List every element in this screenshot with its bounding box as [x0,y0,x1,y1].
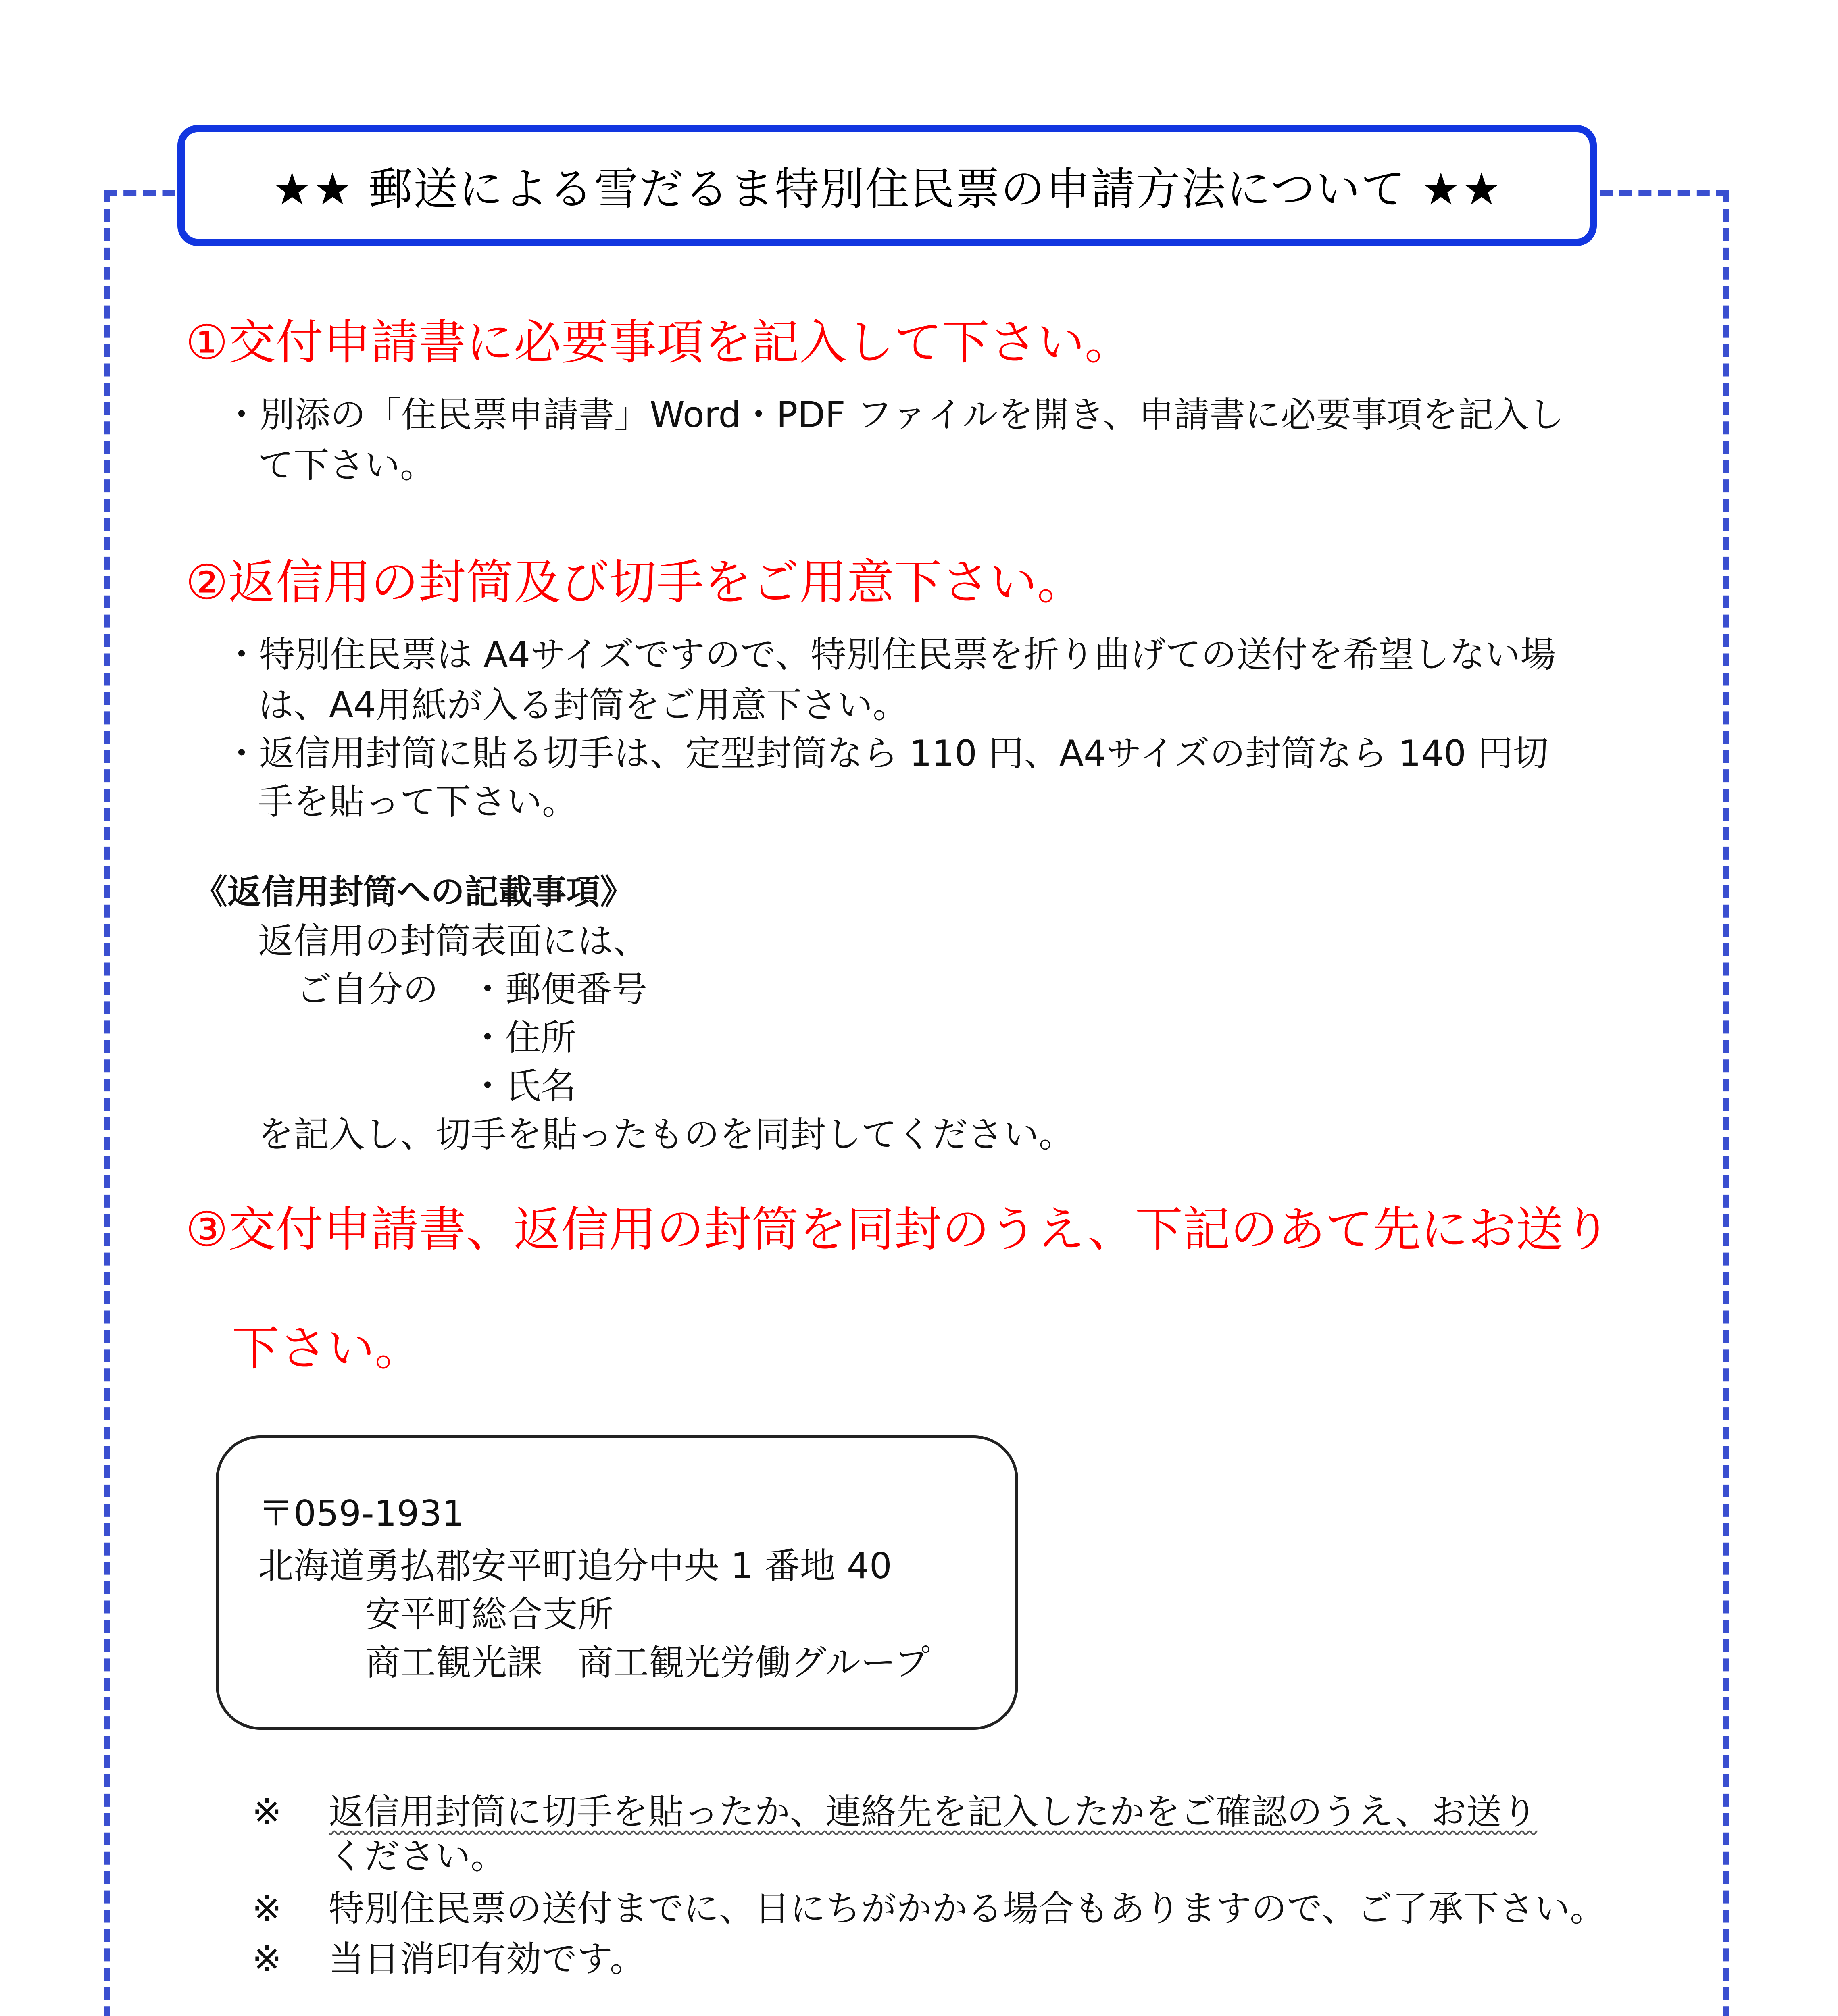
note1-line2: ください。 [329,1835,506,1877]
envelope-closing: を記入し、切手を貼ったものを同封してください。 [258,1114,1075,1155]
note3-text: 当日消印有効です。 [329,1938,645,1980]
page-title: ★★ 郵送による雪だるま特別住民票の申請方法について ★★ [272,163,1502,215]
address-department: 商工観光課 商工観光労働グループ [365,1642,930,1683]
section1-heading: ①交付申請書に必要事項を記入して下さい。 [185,314,1132,370]
address-street: 北海道勇払郡安平町追分中央 1 番地 40 [258,1545,892,1587]
note2-text: 特別住民票の送付までに、日にちがかかる場合もありますので、ご了承下さい。 [329,1888,1606,1929]
title-box [177,125,1597,246]
envelope-subheading: 《返信用封筒への記載事項》 [194,872,634,912]
note1-mark: ※ [252,1791,282,1833]
section3-heading-line2: 下さい。 [232,1320,423,1376]
envelope-item-postal: ・郵便番号 [470,968,648,1010]
section2-bullet2-line1: ・返信用封筒に貼る切手は、定型封筒なら 110 円、A4サイズの封筒なら 140 円切 [224,733,1548,774]
section1-line1: ・別添の「住民票申請書」Word・PDF ファイルを開き、申請書に必要事項を記入し [224,394,1565,435]
envelope-intro: 返信用の封筒表面には、 [258,920,649,962]
address-postal-code: 〒059-1931 [258,1493,465,1534]
section2-bullet1-line2: は、A4用紙が入る封筒をご用意下さい。 [258,684,909,726]
section3-heading-line1: ③交付申請書、返信用の封筒を同封のうえ、下記のあて先にお送り [185,1202,1611,1257]
envelope-item-name: ・氏名 [470,1065,577,1107]
address-office: 安平町総合支所 [365,1593,614,1635]
note2-mark: ※ [252,1888,282,1929]
envelope-item-address: ・住所 [470,1017,577,1058]
section2-bullet2-line2: 手を貼って下さい。 [258,781,578,823]
note1-line1: 返信用封筒に切手を貼ったか、連絡先を記入したかをご確認のうえ、お送り [329,1791,1538,1833]
section2-heading: ②返信用の封筒及び切手をご用意下さい。 [185,554,1085,610]
section2-bullet1-line1: ・特別住民票は A4サイズですので、特別住民票を折り曲げての送付を希望しない場 [224,634,1556,675]
section1-line2: て下さい。 [258,444,436,486]
note3-mark: ※ [252,1938,282,1980]
envelope-own: ご自分の [296,968,439,1010]
